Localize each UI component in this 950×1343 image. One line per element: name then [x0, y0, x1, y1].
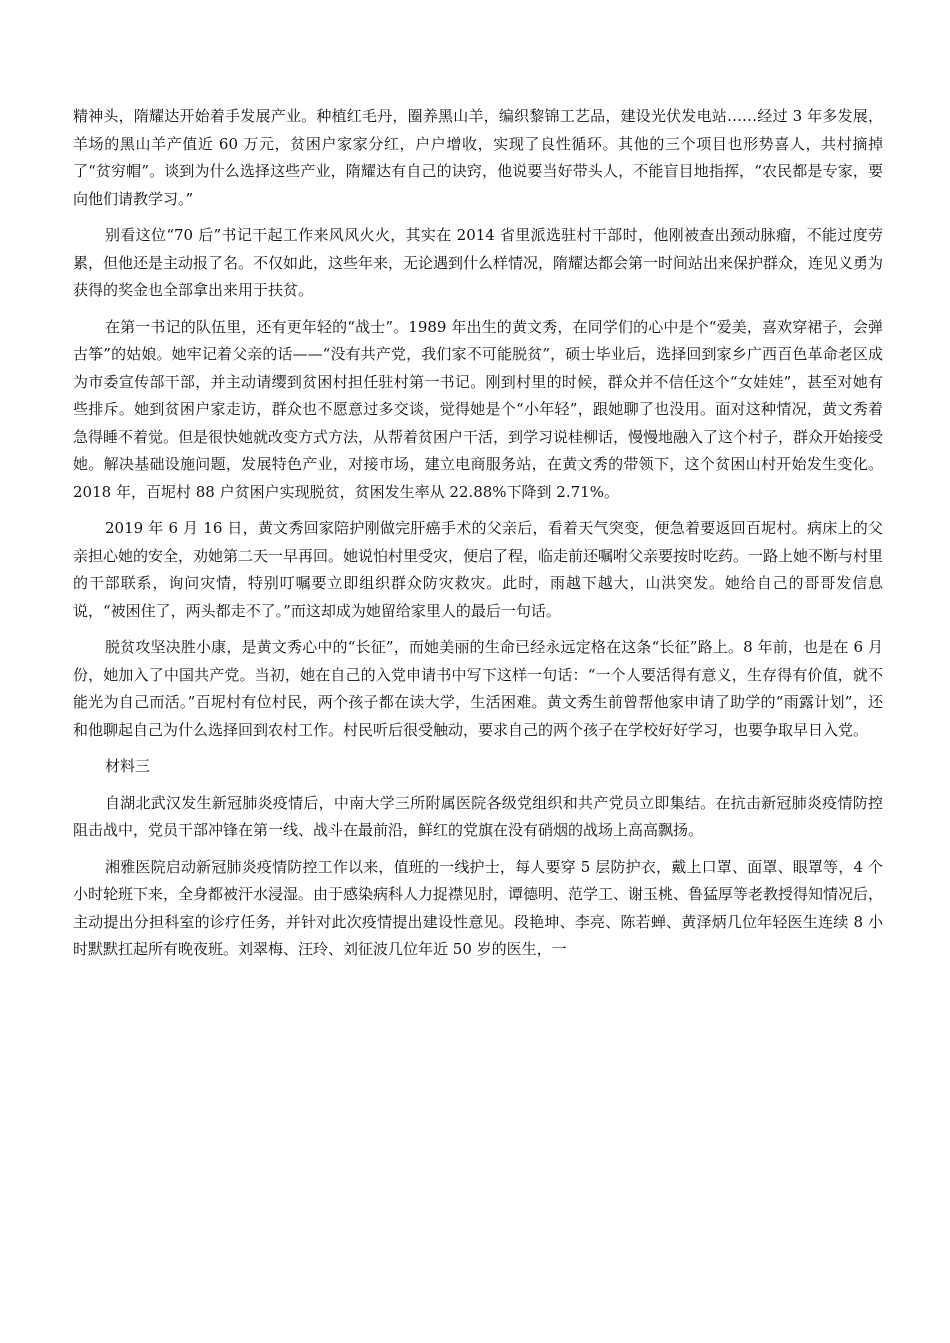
paragraph-2: 别看这位“70 后”书记干起工作来风风火火，其实在 2014 省里派选驻村干部时，他刚被查出颈动脉瘤，不能过度劳累，但他还是主动报了名。不仅如此，这些年来，无论遇到什么样情况，隋耀达都会第一时间站出来保护群众，连见义勇为获得的奖金也全部拿出来用于扶贫。 — [73, 226, 884, 299]
paragraph-5: 脱贫攻坚决胜小康，是黄文秀心中的“长征”，而她美丽的生命已经永远定格在这条“长征”路上。8 年前，也是在 6 月份，她加入了中国共产党。当初，她在自己的入党申请书中写下这样一句话：“一个人要活得有意义，生存得有价值，就不能光为自己而活。”百坭村有位村民，两个孩子都在读大学，生活困难。黄文秀生前曾帮他家申请了助学的“雨露计划”，还和他聊起自己为什么选择回到农村工作。村民听后很受触动，要求自己的两个孩子在学校好好学习，也要争取早日入党。 — [73, 638, 883, 739]
paragraph-6: 自湖北武汉发生新冠肺炎疫情后，中南大学三所附属医院各级党组织和共产党员立即集结。在抗击新冠肺炎疫情防控阻击战中，党员干部冲锋在第一线、战斗在最前沿，鲜红的党旗在没有硝烟的战场上高高飘扬。 — [73, 793, 883, 839]
document-body — [73, 103, 883, 964]
section-heading: 材料三 — [105, 757, 151, 775]
paragraph-3: 在第一书记的队伍里，还有更年轻的“战士”。1989 年出生的黄文秀，在同学们的心中是个“爱美，喜欢穿裙子，会弹古筝”的姑娘。她牢记着父亲的话——“没有共产党，我们家不可能脱贫”，硕士毕业后，选择回到家乡广西百色革命老区成为市委宣传部干部，并主动请缨到贫困村担任驻村第一书记。刚到村里的时候，群众并不信任这个“女娃娃”，甚至对她有些排斥。她到贫困户家走访，群众也不愿意过多交谈，觉得她是个“小年轻”，跟她聊了也没用。面对这种情况，黄文秀着急得睡不着觉。但是很快她就改变方式方法，从帮着贫困户干活，到学习说桂柳话，慢慢地融入了这个村子，群众开始接受她。解决基础设施问题，发展特色产业，对接市场，建立电商服务站，在黄文秀的带领下，这个贫困山村开始发生变化。2018 年，百坭村 88 户贫困户实现脱贫，贫困发生率从 22.88%下降到 2.71%。 — [73, 317, 884, 501]
paragraph-1: 精神头，隋耀达开始着手发展产业。种植红毛丹，圈养黑山羊，编织黎锦工艺品，建设光伏发电站……经过 3 年多发展，羊场的黑山羊产值近 60 万元，贫困户家家分红，户户增收，实现了良性循环。其他的三个项目也形势喜人，共村摘掉了“贫穷帽”。谈到为什么选择这些产业，隋耀达有自己的诀窍，他说要当好带头人，不能盲目地指挥，“农民都是专家，要向他们请教学习。” — [73, 107, 883, 208]
paragraph-4: 2019 年 6 月 16 日，黄文秀回家陪护刚做完肝癌手术的父亲后，看着天气突变，便急着要返回百坭村。病床上的父亲担心她的安全，劝她第二天一早再回。她说怕村里受灾，便启了程，临走前还嘱咐父亲要按时吃药。一路上她不断与村里的干部联系，询问灾情，特别叮嘱要立即组织群众防灾救灾。此时，雨越下越大，山洪突发。她给自己的哥哥发信息说，“被困住了，两头都走不了。”而这却成为她留给家里人的最后一句话。 — [73, 519, 884, 620]
paragraph-7: 湘雅医院启动新冠肺炎疫情防控工作以来，值班的一线护士，每人要穿 5 层防护衣，戴上口罩、面罩、眼罩等，4 个小时轮班下来，全身都被汗水浸湿。由于感染病科人力捉襟见肘，谭德明、范学工、谢玉桃、鲁猛厚等老教授得知情况后，主动提出分担科室的诊疗任务，并针对此次疫情提出建设性意见。段艳坤、李亮、陈若蝉、黄泽炳几位年轻医生连续 8 小时默默扛起所有晚夜班。刘翠梅、汪玲、刘征波几位年近 50 岁的医生，一 — [73, 857, 884, 958]
